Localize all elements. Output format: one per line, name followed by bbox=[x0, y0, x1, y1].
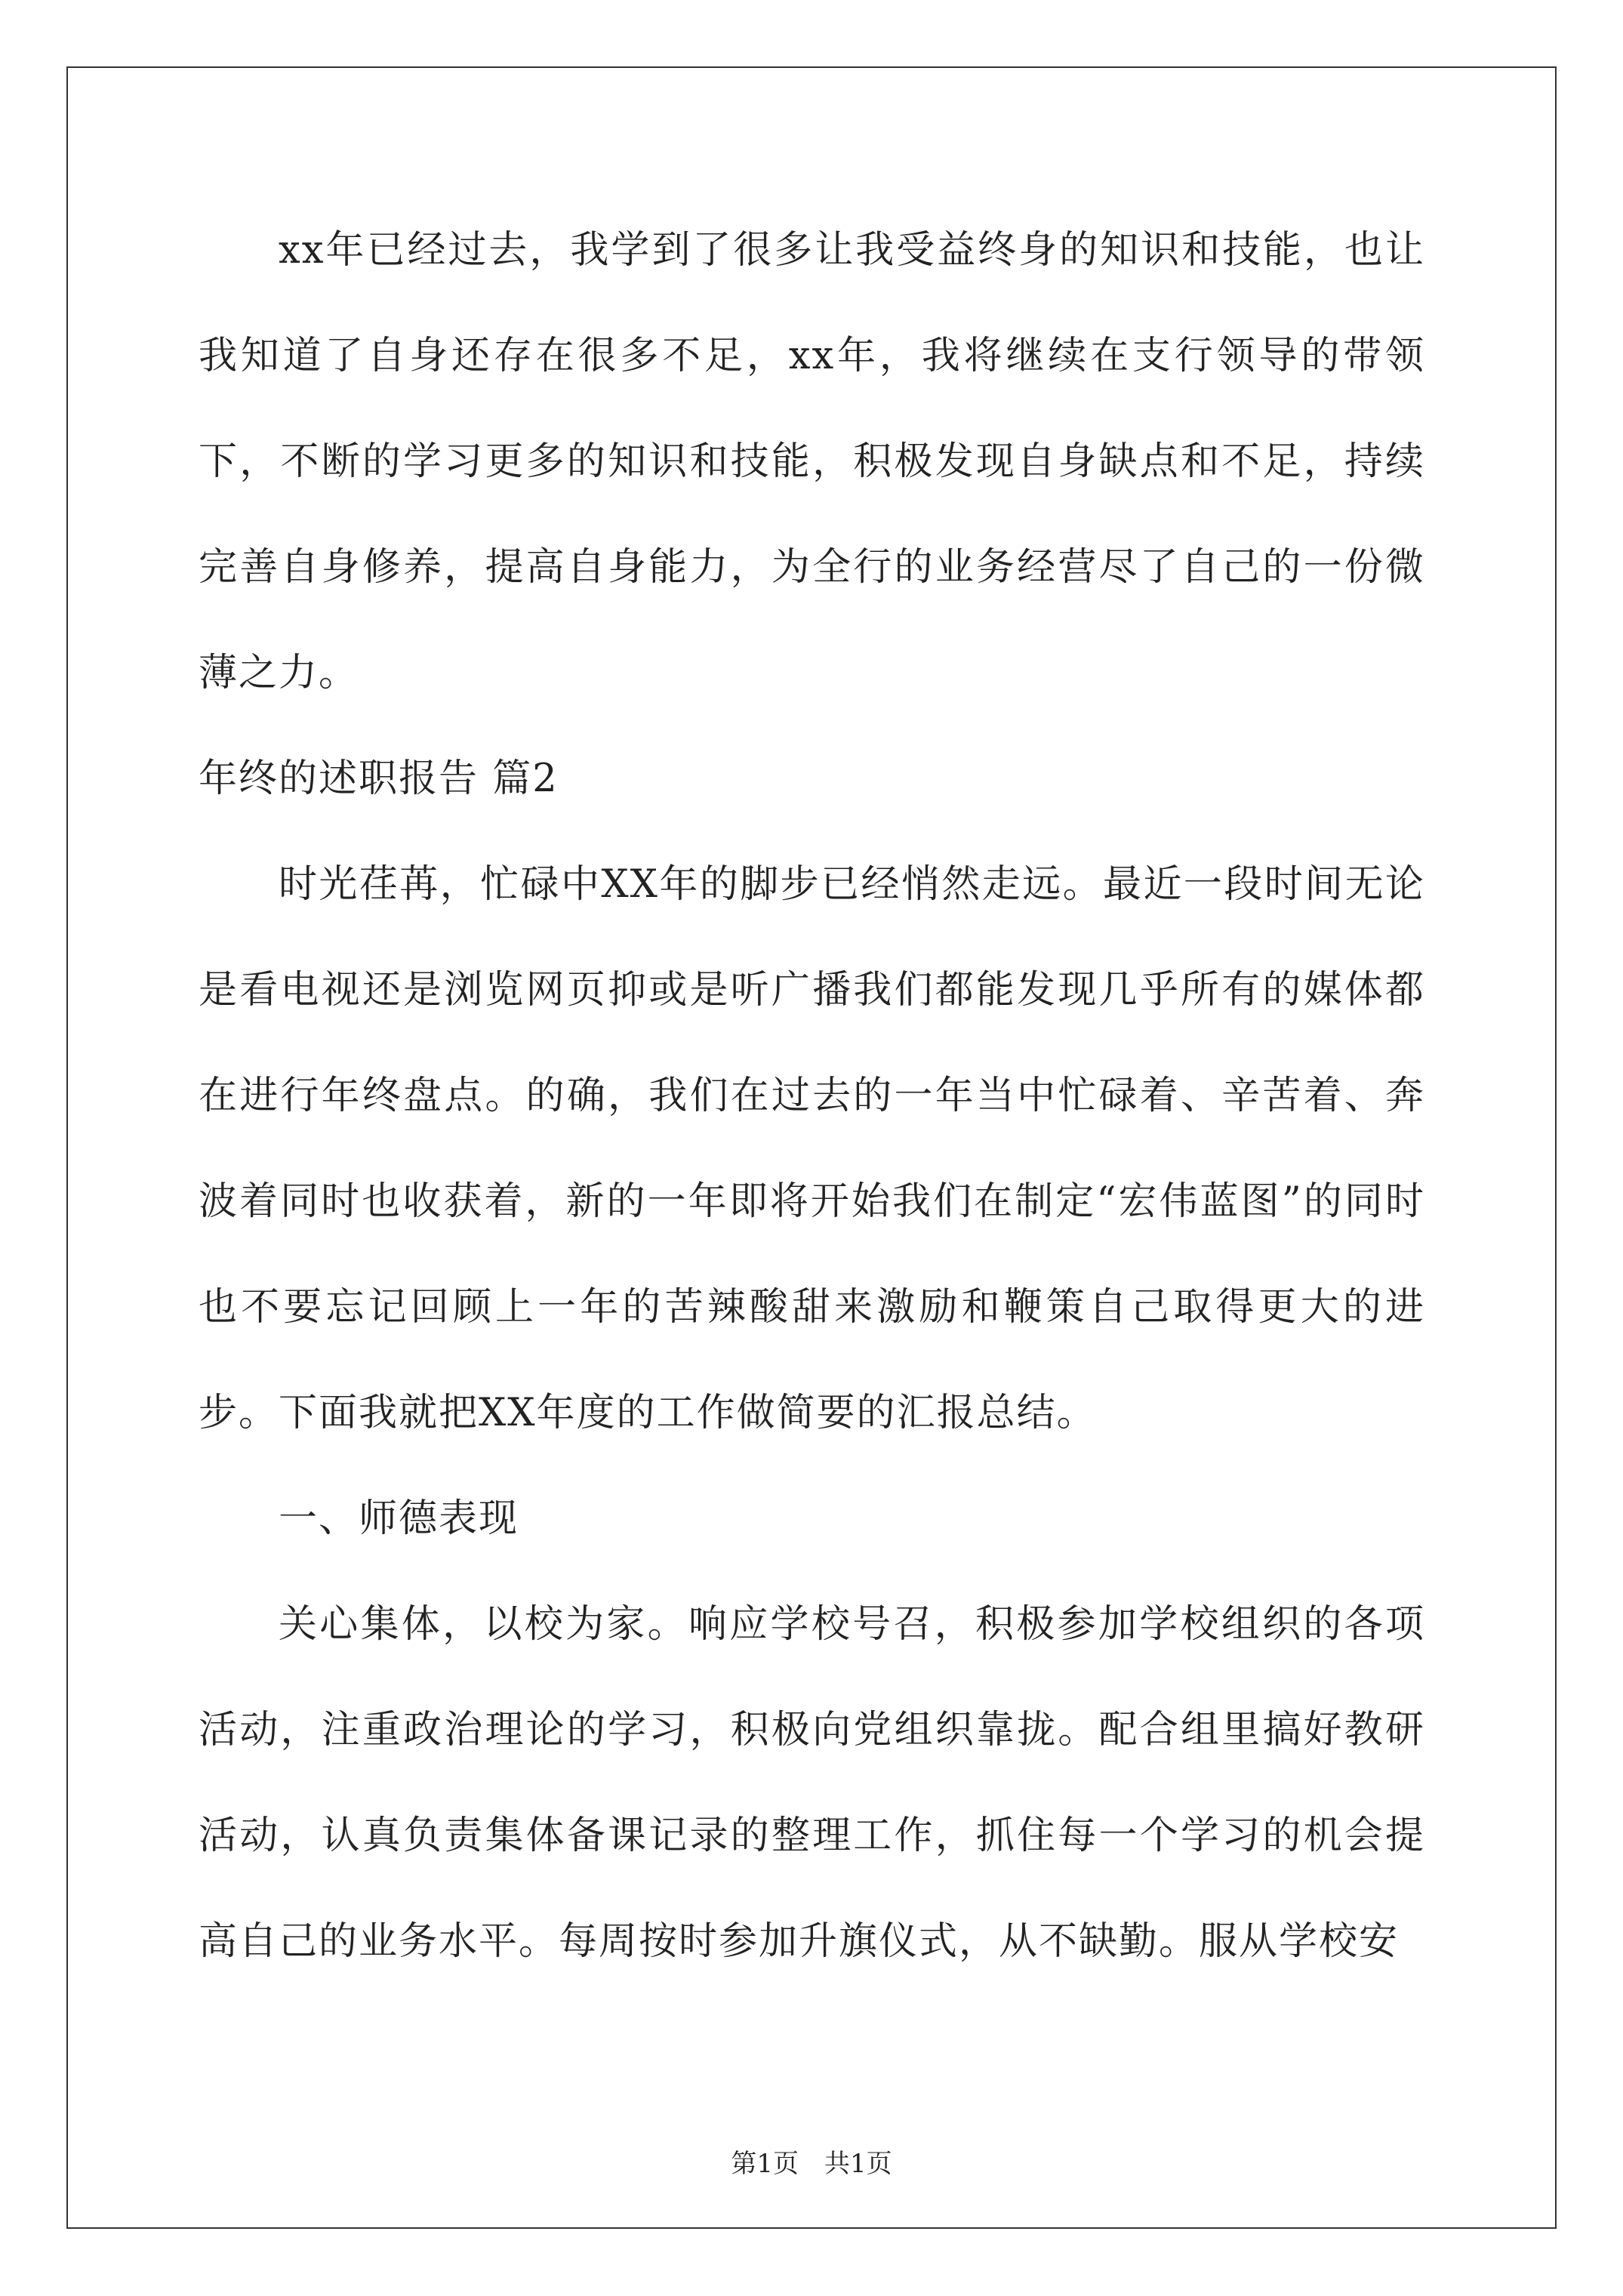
document-body bbox=[199, 198, 1425, 1995]
paragraph-2: 时光荏苒，忙碌中XX年的脚步已经悄然走远。最近一段时间无论是看电视还是浏览网页抑或是听广播我们都能发现几乎所有的媒体都在进行年终盘点。的确，我们在过去的一年当中忙碌着、辛苦着、奔波着同时也收获着，新的一年即将开始我们在制定“宏伟蓝图”的同时也不要忘记回顾上一年的苦辣酸甜来激励和鞭策自己取得更大的进步。下面我就把XX年度的工作做简要的汇报总结。 bbox=[199, 862, 1425, 1435]
page-footer bbox=[0, 2146, 1623, 2182]
paragraph-3: 关心集体，以校为家。响应学校号召，积极参加学校组织的各项活动，注重政治理论的学习，积极向党组织靠拢。配合组里搞好教研活动，认真负责集体备课记录的整理工作，抓住每一个学习的机会提高自己的业务水平。每周按时参加升旗仪式，从不缺勤。服从学校安 bbox=[199, 1602, 1425, 1964]
subsection-heading: 一、师德表现 bbox=[279, 1496, 519, 1541]
section-heading: 年终的述职报告 篇2 bbox=[199, 757, 559, 801]
page-number-current: 第1页 bbox=[731, 2149, 799, 2179]
paragraph-1: xx年已经过去，我学到了很多让我受益终身的知识和技能，也让我知道了自身还存在很多不足，xx年，我将继续在支行领导的带领下，不断的学习更多的知识和技能，积极发现自身缺点和不足，持续完善自身修养，提高自身能力，为全行的业务经营尽了自己的一份微薄之力。 bbox=[199, 228, 1425, 695]
page-number-total: 共1页 bbox=[824, 2149, 892, 2179]
